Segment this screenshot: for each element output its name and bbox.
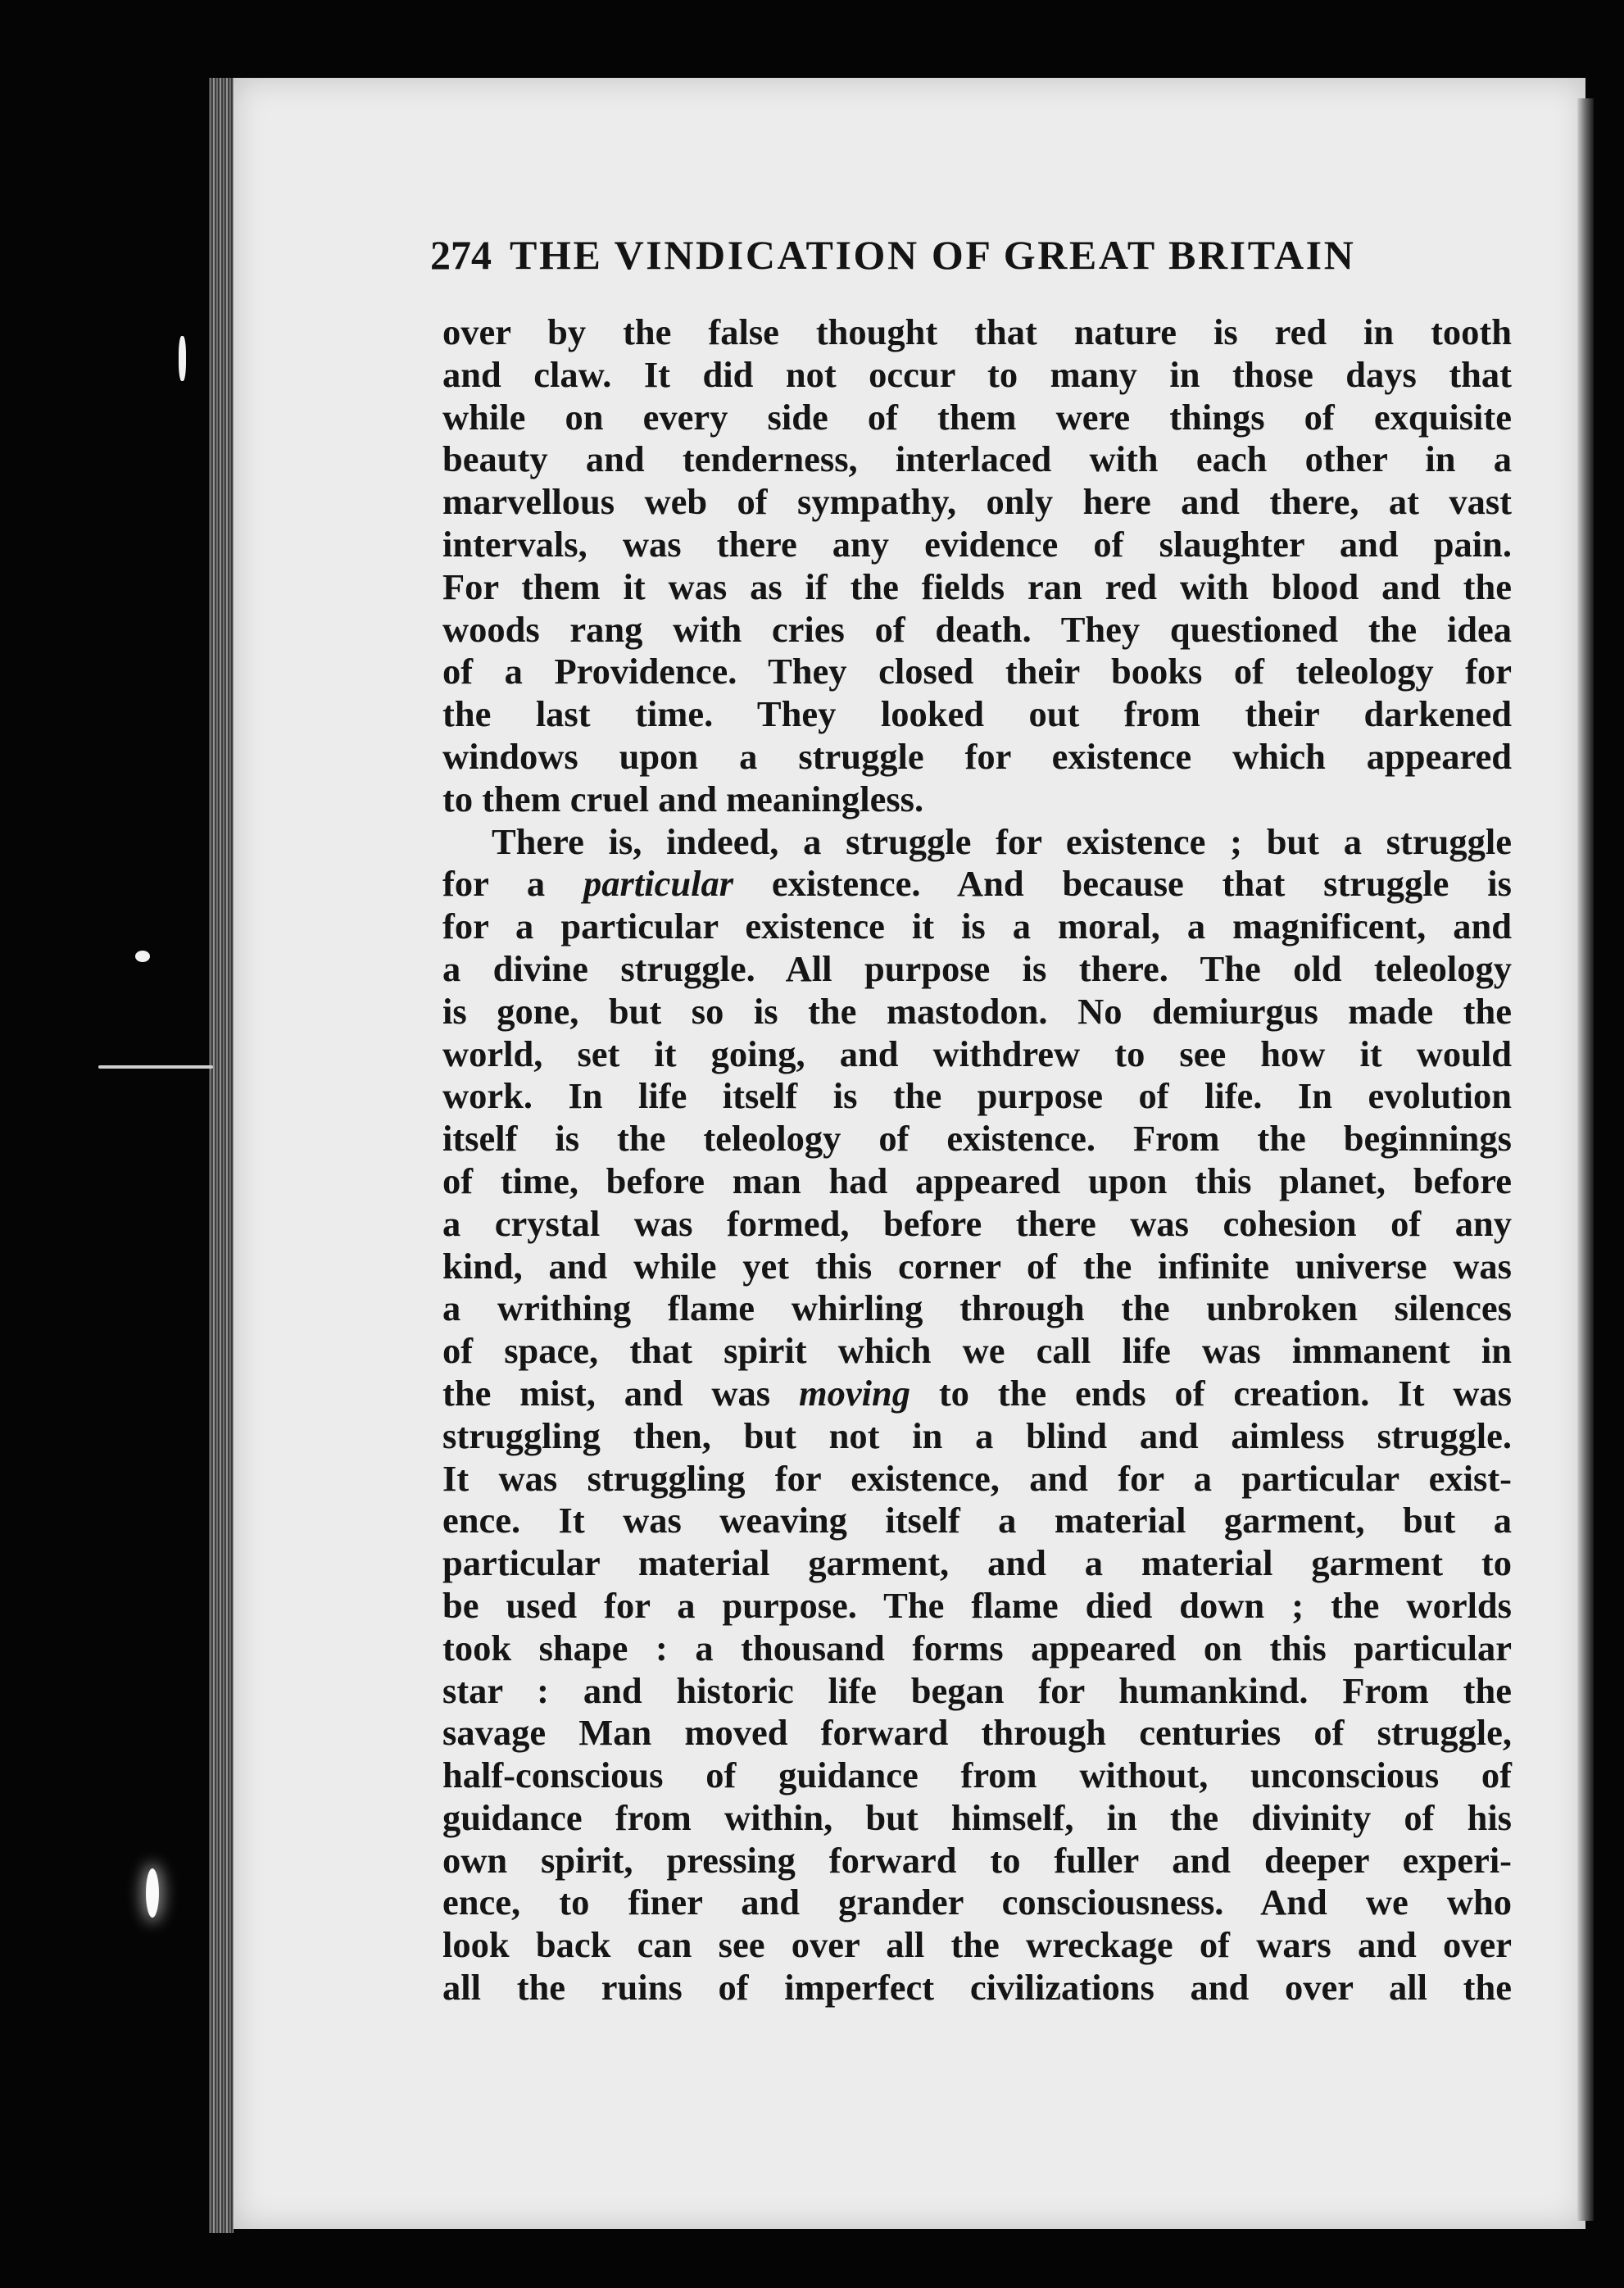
running-header <box>430 231 1512 297</box>
text-line: kind, and while yet this corner of the infinite universe was <box>442 1245 1512 1287</box>
text-segment: to the ends of creation. It was <box>910 1372 1512 1414</box>
text-line: look back can see over all the wreckage of wars and over <box>442 1924 1512 1966</box>
text-line <box>442 1373 1512 1415</box>
text-line: woods rang with cries of death. They questioned the idea <box>442 608 1512 650</box>
dust-speck <box>135 951 150 962</box>
text-line: intervals, was there any evidence of slaughter and pain. <box>442 523 1512 565</box>
text-line: took shape : a thousand forms appeared on this particular <box>442 1627 1512 1668</box>
text-line: ence, to finer and grander consciousness. And we who <box>442 1882 1512 1923</box>
text-line: work. In life itself is the purpose of life. In evolution <box>442 1075 1512 1117</box>
text-line: for a particular existence it is a moral, a magnificent, and <box>442 906 1512 947</box>
text-line: the last time. They looked out from their darkened <box>442 693 1512 735</box>
text-segment: for a <box>442 863 584 905</box>
text-line: particular material garment, and a material garment to <box>442 1542 1512 1584</box>
text-line: own spirit, pressing forward to fuller and deeper experi- <box>442 1839 1512 1881</box>
dust-speck <box>179 336 186 381</box>
text-line: a crystal was formed, before there was cohesion of any <box>442 1202 1512 1244</box>
text-line: marvellous web of sympathy, only here and there, at vast <box>442 481 1512 523</box>
italic-emphasis: moving <box>798 1372 910 1414</box>
text-segment: existence. And because that struggle is <box>733 863 1512 905</box>
text-line: beauty and tenderness, interlaced with each other in a <box>442 438 1512 480</box>
text-line: struggling then, but not in a blind and aimless struggle. <box>442 1414 1512 1456</box>
dust-speck <box>98 1065 213 1069</box>
text-line: while on every side of them were things of exquisite <box>442 396 1512 438</box>
book-spine-edge <box>209 78 234 2233</box>
text-line: is gone, but so is the mastodon. No demiurgus made the <box>442 990 1512 1032</box>
text-line: all the ruins of imperfect civilizations and over all the <box>442 1967 1512 2009</box>
page-number: 274 <box>430 232 492 278</box>
text-line: a divine struggle. All purpose is there. The old teleology <box>442 947 1512 989</box>
text-line: of a Providence. They closed their books of teleology for <box>442 651 1512 692</box>
text-line: windows upon a struggle for existence which appeared <box>442 735 1512 777</box>
text-line: half-conscious of guidance from without, unconscious of <box>442 1755 1512 1796</box>
text-line: of space, that spirit which we call life was immanent in <box>442 1330 1512 1372</box>
text-line: itself is the teleology of existence. From the beginnings <box>442 1118 1512 1160</box>
running-title: THE VINDICATION OF GREAT BRITAIN <box>510 232 1356 278</box>
text-line: It was struggling for existence, and for a particular exist- <box>442 1457 1512 1499</box>
text-segment: the mist, and was <box>442 1372 799 1414</box>
text-line: ence. It was weaving itself a material garment, but a <box>442 1500 1512 1541</box>
text-line: and claw. It did not occur to many in those days that <box>442 353 1512 395</box>
text-line: There is, indeed, a struggle for existence ; but a struggle <box>492 820 1512 862</box>
text-line: of time, before man had appeared upon this planet, before <box>442 1160 1512 1201</box>
text-line: over by the false thought that nature is red in tooth <box>442 311 1512 352</box>
text-line: to them cruel and meaningless. <box>442 778 924 819</box>
text-line: be used for a purpose. The flame died down ; the worlds <box>442 1584 1512 1626</box>
dust-speck <box>146 1868 159 1918</box>
italic-emphasis: particular <box>583 863 734 905</box>
text-line: world, set it going, and withdrew to see how it would <box>442 1033 1512 1074</box>
text-line: guidance from within, but himself, in the divinity of his <box>442 1796 1512 1838</box>
text-line: savage Man moved forward through centuries of struggle, <box>442 1712 1512 1754</box>
body-text <box>442 311 1512 2009</box>
text-line: For them it was as if the fields ran red with blood and the <box>442 565 1512 607</box>
text-line: star : and historic life began for humankind. From the <box>442 1669 1512 1711</box>
text-line <box>442 863 1512 906</box>
page-right-edge <box>1577 98 1594 2221</box>
text-line: a writhing flame whirling through the unbroken silences <box>442 1287 1512 1329</box>
